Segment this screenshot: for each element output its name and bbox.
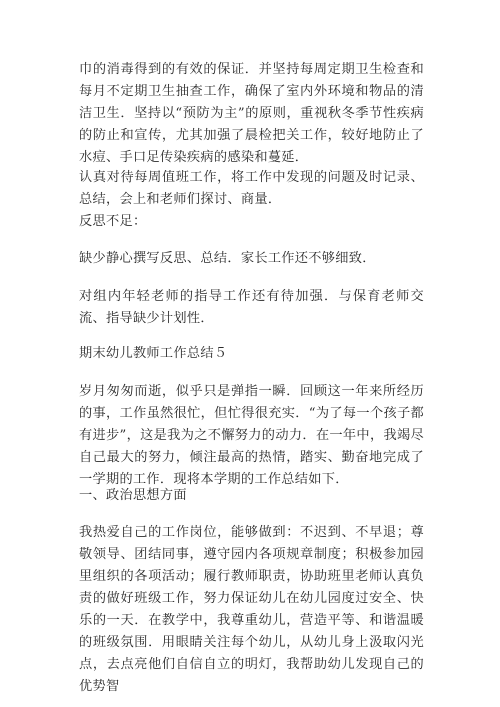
paragraph-politics: 我热爱自己的工作岗位，能够做到：不迟到、不早退；尊敬领导、团结同事，遵守园内各项规章制度；积极参加园里组织的各项活动；履行教师职责，协助班里老师认真负责的做好班级工作，努力保证幼儿在幼儿园度过安全、快乐的一天．在教学中，我尊重幼儿，营造平等、和谐温暖的班级氛围．用眼睛关注每个幼儿，从幼儿身上汲取闪光点，去点亮他们自信自立的明灯，我帮助幼儿发现自己的优势智	[79, 525, 424, 694]
paragraph-shortcoming-2: 对组内年轻老师的指导工作还有待加强．与保育老师交流、指导缺少计划性．	[79, 289, 424, 326]
paragraph-hygiene: 巾的消毒得到的有效的保证．并坚持每周定期卫生检查和每月不定期卫生抽查工作，确保了室内外环境和物品的清洁卫生．坚持以“预防为主”的原则，重视秋冬季节性疾病的防止和宣传，尤其加强了晨检把关工作，较好地防止了水痘、手口足传染疾病的感染和蔓延．	[79, 62, 424, 165]
paragraph-intro: 岁月匆匆而逝，似乎只是弹指一瞬．回顾这一年来所经历的事，工作虽然很忙，但忙得很充实．“为了每一个孩子都有进步”，这是我为之不懈努力的动力．在一年中，我竭尽自己最大的努力，倾注最高的热情，踏实、勤奋地完成了一学期的工作．现将本学期的工作总结如下．	[79, 384, 424, 487]
paragraph-reflection-heading: 反思不足：	[79, 214, 147, 229]
paragraph-duty-work: 认真对待每周值班工作，将工作中发现的问题及时记录、总结，会上和老师们探讨、商量．	[79, 170, 424, 207]
section-heading-politics: 一、政治思想方面	[79, 488, 187, 503]
paragraph-shortcoming-1: 缺少静心撰写反思、总结．家长工作还不够细致．	[79, 251, 376, 266]
section-title: 期末幼儿教师工作总结５	[79, 346, 228, 361]
